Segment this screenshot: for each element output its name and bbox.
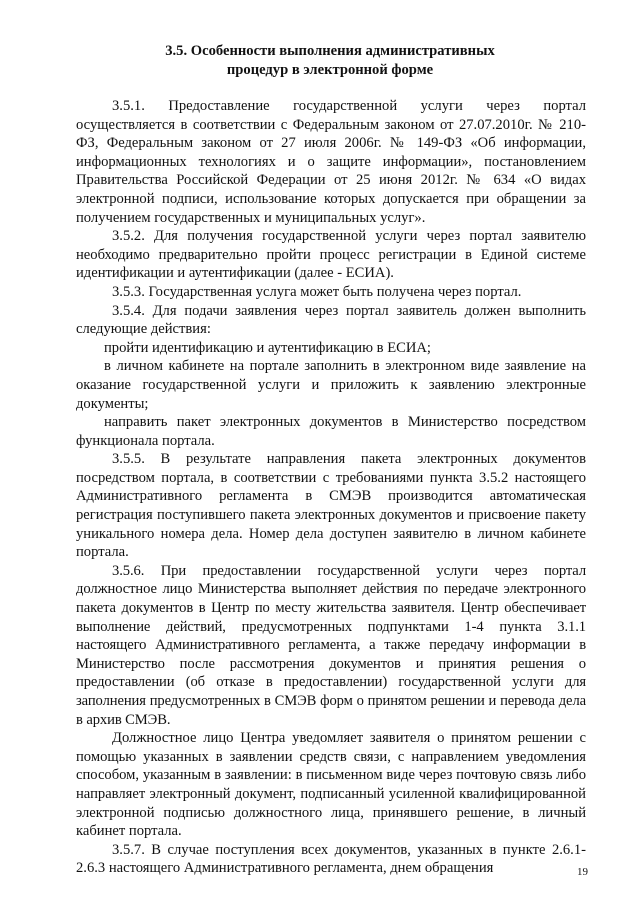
paragraph-center-notification: Должностное лицо Центра уведомляет заявителя о принятом решении с помощью указанных в заявлении средств связи, с направлением уведомления способом, указанным в заявлении: в письменном виде через почтовую связь либо направляет электронный документ, подписанный усиленной квалифицированной электронной подписью должностного лица, принявшего решение, в личный кабинет портала.	[76, 730, 586, 840]
paragraph-3-5-2: 3.5.2. Для получения государственной услуги через портал заявителю необходимо предварительно пройти процесс регистрации в Единой системе идентификации и аутентификации (далее - ЕСИА).	[76, 228, 586, 282]
paragraph-3-5-3: 3.5.3. Государственная услуга может быть получена через портал.	[112, 283, 522, 300]
section-heading	[80, 42, 580, 80]
section-heading-line-2: процедур в электронной форме	[226, 62, 434, 78]
section-heading-line-1: 3.5. Особенности выполнения административных	[165, 43, 495, 59]
paragraph-3-5-5: 3.5.5. В результате направления пакета электронных документов посредством портала, в соответствии с требованиями пункта 3.5.2 настоящего Административного регламента в СМЭВ производится автоматическая регистрация поступившего пакета электронных документов и присвоение пакету уникального номера дела. Номер дела доступен заявителю в личном кабинете портала.	[76, 451, 586, 561]
paragraph-3-5-4: 3.5.4. Для подачи заявления через портал заявитель должен выполнить следующие действия:	[76, 302, 586, 338]
body-text	[76, 97, 586, 878]
paragraph-3-5-6: 3.5.6. При предоставлении государственной услуги через портал должностное лицо Министерства выполняет действия по передаче электронного пакета документов в Центр по месту жительства заявителя. Центр обеспечивает выполнение действий, предусмотренных подпунктами 1-4 пункта 3.1.1 настоящего Административного регламента, а также передачу информации в Министерство после рассмотрения документов и принятия решения о предоставлении (об отказе в предоставлении) государственной услуги для заполнения предусмотренных в СМЭВ форм о принятом решении и перевода дела в архив СМЭВ.	[76, 562, 586, 728]
page-number: 19	[577, 866, 588, 878]
list-item-esia: пройти идентификацию и аутентификацию в ЕСИА;	[104, 339, 431, 356]
list-item-fill-application: в личном кабинете на портале заполнить в электронном виде заявление на оказание государственной услуги и приложить к заявлению электронные документы;	[76, 358, 586, 412]
paragraph-3-5-7: 3.5.7. В случае поступления всех документов, указанных в пункте 2.6.1-2.6.3 настоящего Административного регламента, днем обращения	[76, 841, 586, 877]
paragraph-3-5-1: 3.5.1. Предоставление государственной услуги через портал осуществляется в соответствии с Федеральным законом от 27.07.2010г. № 210-ФЗ, Федеральным законом от 27 июля 2006г. № 149-ФЗ «Об информации, информационных технологиях и о защите информации», постановлением Правительства Российской Федерации от 25 июня 2012г. № 634 «О видах электронной подписи, использование которых допускается при обращении за получением государственных и муниципальных услуг».	[76, 98, 586, 226]
list-item-send-package: направить пакет электронных документов в Министерство посредством функционала портала.	[76, 414, 586, 449]
